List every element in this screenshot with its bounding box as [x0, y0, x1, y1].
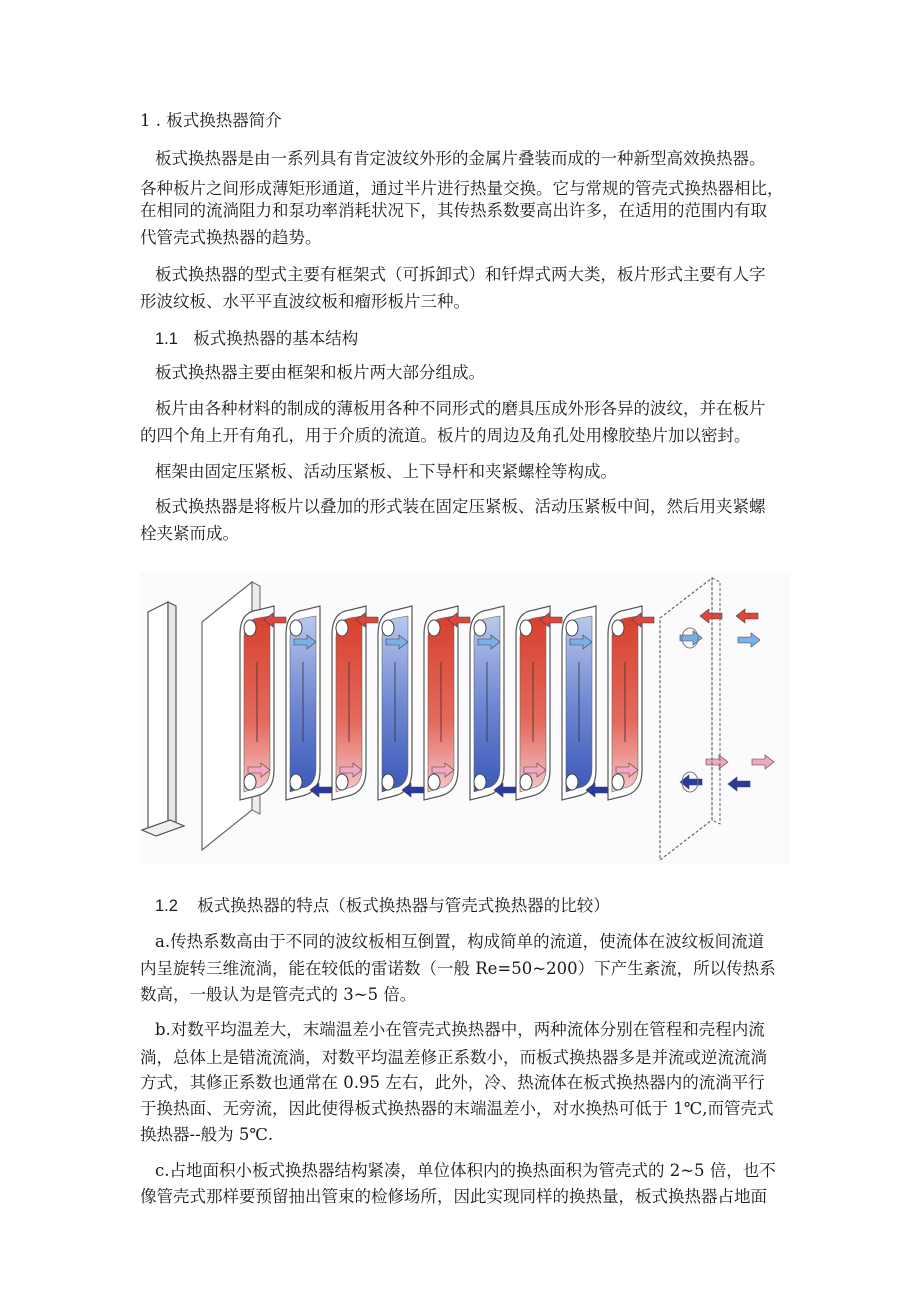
paragraph-line: 代管壳式换热器的趋势。: [140, 228, 322, 247]
port-hole: [566, 774, 578, 790]
port-hole: [290, 620, 302, 636]
section-number: 1.1: [155, 330, 178, 348]
paragraph-line: 板式换热器是由一系列具有肯定波纹外形的金属片叠装而成的一种新型高效换热器。: [155, 149, 766, 168]
paragraph-line: 板片由各种材料的制成的薄板用各种不同形式的磨具压成外形各异的波纹，并在板片: [155, 399, 766, 418]
port-hole: [474, 774, 486, 790]
paragraph-line: 板式换热器主要由框架和板片两大部分组成。: [155, 363, 485, 382]
port-hole: [336, 774, 348, 790]
port-hole: [382, 620, 394, 636]
port-hole: [382, 774, 394, 790]
paragraph-line: 像管壳式那样要预留抽出管束的检修场所，因此实现同样的换热量，板式换热器占地面: [140, 1187, 767, 1206]
paragraph-line: b.对数平均温差大，末端温差小在管壳式换热器中，两种流体分别在管程和壳程内流: [155, 1020, 765, 1039]
paragraph-line: 方式，其修正系数也通常在 0.95 左右，此外，冷、热流体在板式换热器内的流淌平行: [140, 1073, 765, 1092]
port-hole: [520, 774, 532, 790]
paragraph-line: 内呈旋转三维流淌，能在较低的雷诺数（一般 Re=50~200）下产生紊流，所以传热系: [140, 959, 776, 978]
section-title: 板式换热器的基本结构: [193, 329, 359, 348]
port-hole: [244, 774, 256, 790]
port-hole: [612, 774, 624, 790]
paragraph-line: 形波纹板、水平平直波纹板和瘤形板片三种。: [140, 292, 470, 311]
section-title: 板式换热器的特点（板式换热器与管壳式换热器的比较）: [197, 896, 610, 915]
port-hole: [428, 620, 440, 636]
paragraph-line: 数高，一般认为是管壳式的 3~5 倍。: [140, 985, 417, 1004]
paragraph-line: 换热器--般为 5℃.: [140, 1125, 274, 1144]
section-1-heading: 1 . 板式换热器简介: [140, 111, 282, 130]
paragraph-line: 在相同的流淌阻力和泵功率消耗状况下，其传热系数要高出许多，在适用的范围内有取: [140, 201, 767, 220]
paragraph-line: 淌，总体上是错流流淌，对数平均温差修正系数小，而板式换热器多是并流或逆流流淌: [140, 1048, 767, 1067]
section-number: 1.2: [155, 897, 178, 915]
section-1-1-heading: [155, 326, 358, 352]
paragraph-line: 板式换热器的型式主要有框架式（可拆卸式）和钎焊式两大类，板片形式主要有人字: [155, 265, 766, 284]
port-hole: [428, 774, 440, 790]
port-hole: [290, 774, 302, 790]
paragraph-line: 的四个角上开有角孔，用于介质的流道。板片的周边及角孔处用橡胶垫片加以密封。: [140, 426, 751, 445]
port-hole: [336, 620, 348, 636]
port-hole: [612, 620, 624, 636]
paragraph-line: c.占地面积小板式换热器结构紧凑，单位体积内的换热面积为管壳式的 2~5 倍，也不: [155, 1161, 776, 1180]
port-hole: [520, 620, 532, 636]
paragraph-line: 栓夹紧而成。: [140, 524, 239, 543]
port-hole: [244, 620, 256, 636]
paragraph-line: 板式换热器是将板片以叠加的形式装在固定压紧板、活动压紧板中间，然后用夹紧螺: [155, 497, 766, 516]
paragraph-line: 于换热面、无旁流，因此使得板式换热器的末端温差小，对水换热可低于 1℃,而管壳式: [140, 1099, 774, 1118]
port-hole: [566, 620, 578, 636]
port-hole: [474, 620, 486, 636]
paragraph-line: 各种板片之间形成薄矩形通道，通过半片进行热量交换。它与常规的管壳式换热器相比，: [140, 179, 784, 198]
paragraph-line: 框架由固定压紧板、活动压紧板、上下导杆和夹紧螺栓等构成。: [155, 462, 617, 481]
paragraph-line: a.传热系数高由于不同的波纹板相互倒置，构成简单的流道，使流体在波纹板间流道: [155, 932, 765, 951]
plate-heat-exchanger-diagram: [140, 572, 790, 864]
section-1-2-heading: [155, 893, 610, 919]
